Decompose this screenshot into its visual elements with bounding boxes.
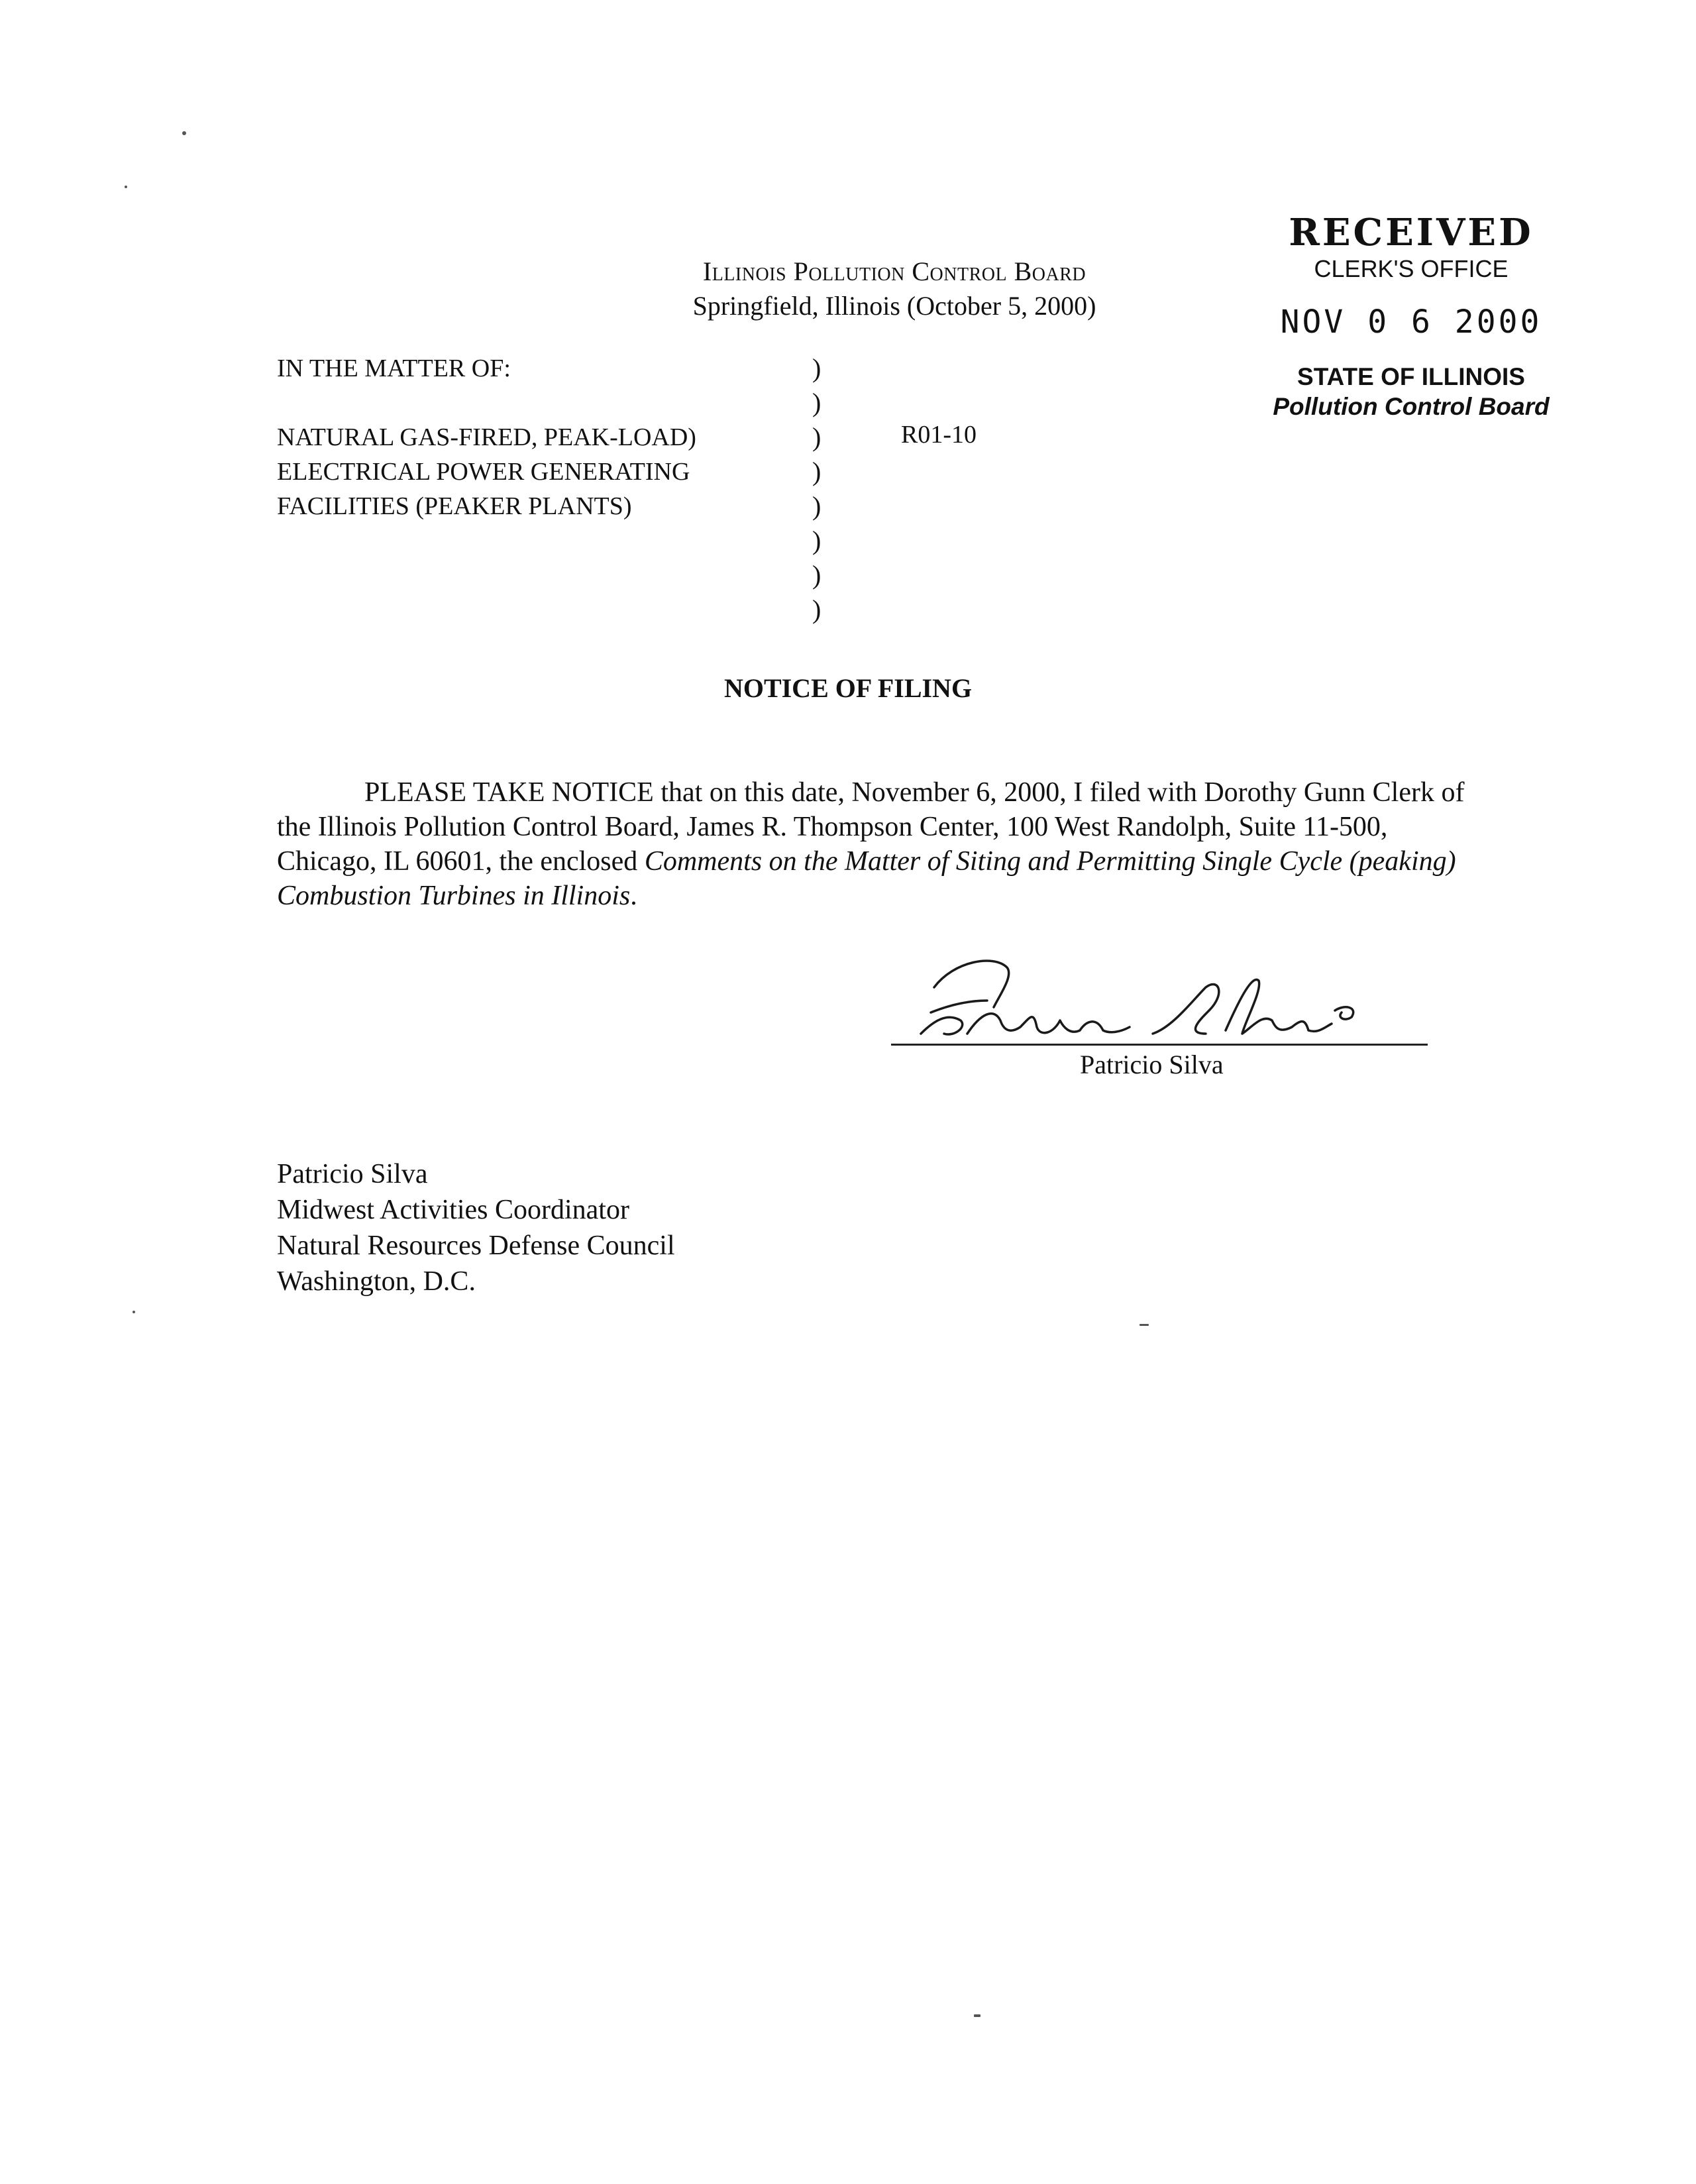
stamp-date: NOV 0 6 2000 [1280,303,1542,341]
location-date: Springfield, Illinois (October 5, 2000) [692,291,1096,321]
notice-body: PLEASE TAKE NOTICE that on this date, November 6, 2000, I filed with Dorothy Gunn Clerk of the Illinois Pollution Control Board, James R. Thompson Center, 100 West Randolph, Suite 11-500, Chicago, IL 60601, the enclosed Comments on the Matter of Siting and Permitting Single Cycle (peaking) Combustion Turbines in Illinois. [277,777,1465,911]
scan-speck [974,2014,980,2017]
caption-line-1: NATURAL GAS-FIRED, PEAK-LOAD) [277,423,696,451]
received-stamp [1179,211,1643,421]
stamp-received: RECEIVED [1289,211,1534,254]
caption-line-3: FACILITIES (PEAKER PLANTS) [277,492,632,520]
sender-title: Midwest Activities Coordinator [277,1195,629,1225]
caption-parentheses: ) ) ) ) ) ) ) ) [812,353,822,624]
matter-of-label: IN THE MATTER OF: [277,355,511,382]
scan-speck [125,186,127,188]
scan-speck [182,131,186,135]
handwritten-signature [894,934,1371,1054]
signature-line [891,1044,1428,1046]
signature-printed-name: Patricio Silva [1080,1050,1224,1079]
board-name: Illinois Pollution Control Board [702,256,1086,286]
case-caption [277,351,780,523]
notice-title: NOTICE OF FILING [723,673,973,703]
sender-location: Washington, D.C. [277,1266,476,1297]
notice-body-text: PLEASE TAKE NOTICE that on this date, November 6, 2000, I filed with Dorothy Gunn Clerk of the Illinois Pollution Control Board, James R. Thompson Center, 100 West Randolph, Suite 11-500, Chicago, IL 60601, the enclosed [277,777,1465,877]
stamp-board: Pollution Control Board [1273,393,1550,420]
scan-speck [132,1311,135,1313]
stamp-office: CLERK'S OFFICE [1314,255,1509,282]
stamp-state: STATE OF ILLINOIS [1297,363,1525,390]
sender-organization: Natural Resources Defense Council [277,1230,675,1261]
caption-line-2: ELECTRICAL POWER GENERATING [277,458,690,486]
scan-speck [1140,1324,1149,1326]
notice-document-title: Comments on the Matter of Siting and Permitting Single Cycle (peaking) Combustion Turbines in Illinois [277,846,1456,911]
docket-number: R01-10 [901,421,977,449]
sender-block [277,1156,675,1299]
sender-name: Patricio Silva [277,1159,428,1189]
